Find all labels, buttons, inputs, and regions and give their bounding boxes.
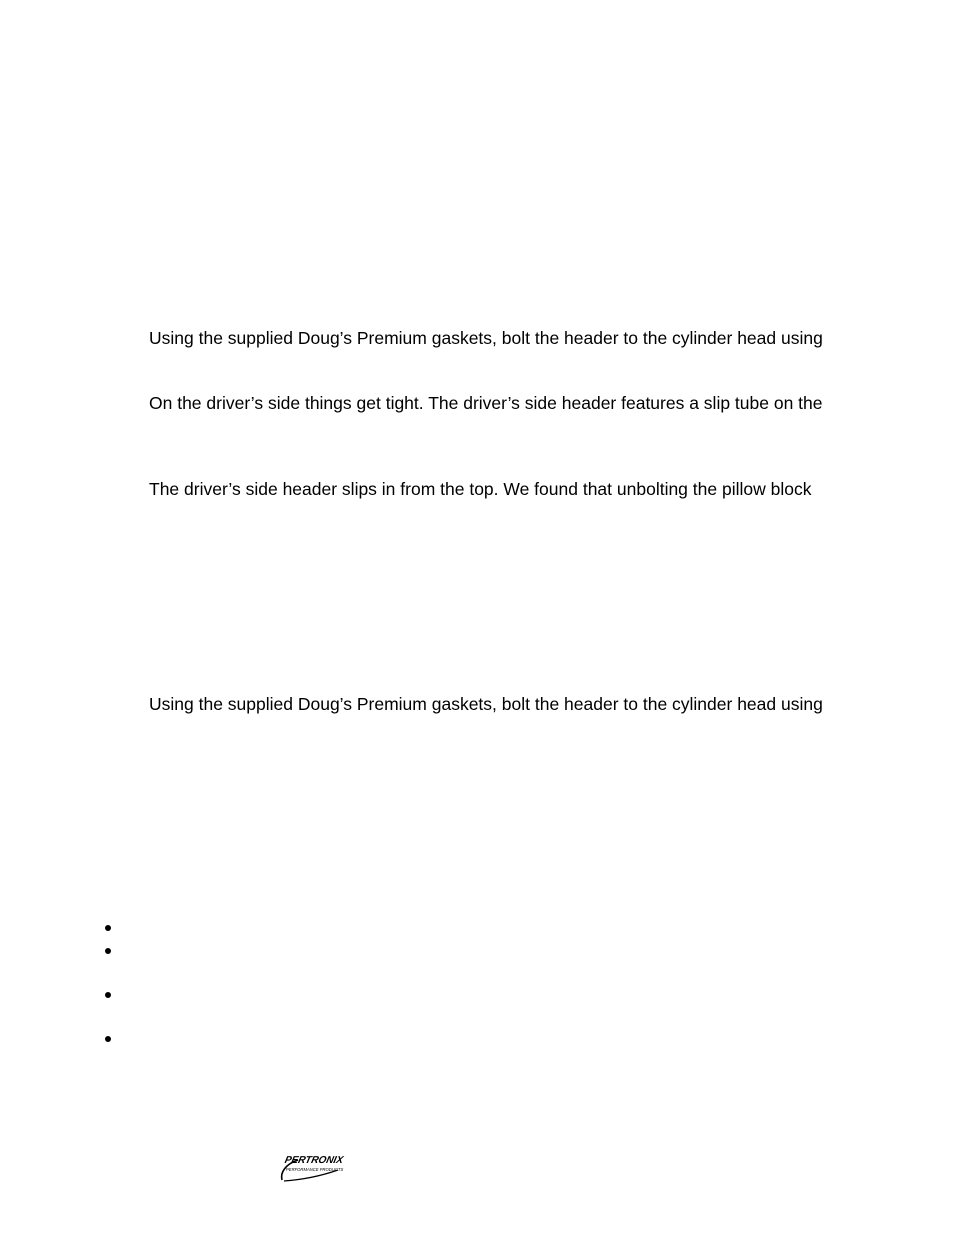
paragraph-header-gaskets: Using the supplied Doug’s Premium gaskets, bolt the header to the cylinder head using (149, 328, 823, 348)
paragraph-header-gaskets-repeat: Using the supplied Doug’s Premium gaskets, bolt the header to the cylinder head using (149, 694, 823, 714)
paragraph-driver-side-slips: The driver’s side header slips in from the top. We found that unbolting the pillow block (149, 479, 812, 499)
bullet-marker (105, 948, 111, 954)
bullet-marker (105, 1036, 111, 1042)
logo-tagline: PERFORMANCE PRODUCTS (286, 1167, 344, 1172)
bullet-marker (105, 925, 111, 931)
paragraph-driver-side-tight: On the driver’s side things get tight. The driver’s side header features a slip tube on the (149, 393, 823, 413)
pertronix-logo-icon (278, 1150, 354, 1182)
bullet-marker (105, 992, 111, 998)
logo-brand: PERTRONIX (283, 1155, 345, 1166)
